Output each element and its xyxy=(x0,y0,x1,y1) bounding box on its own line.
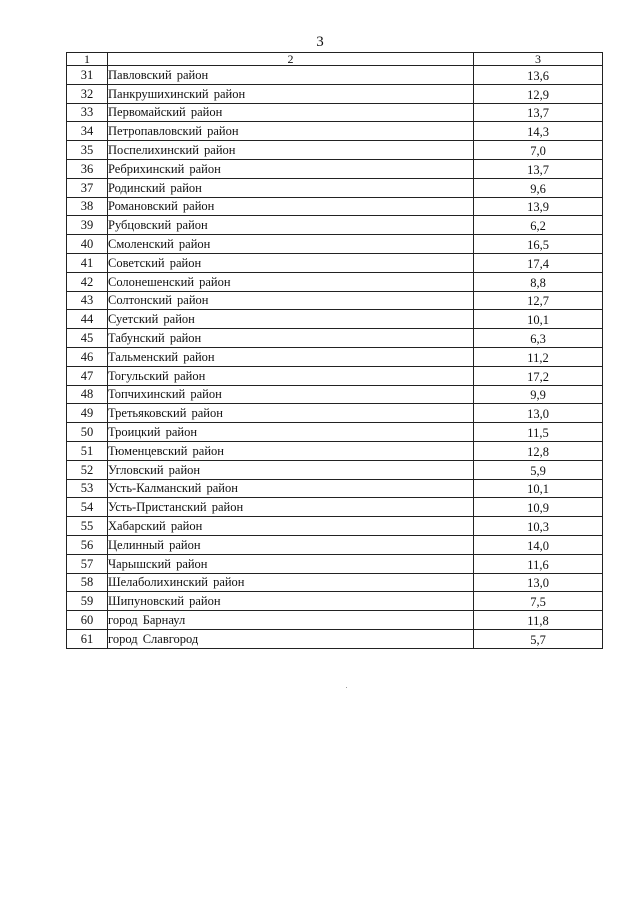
table-row xyxy=(67,235,603,254)
column-header-2: 2 xyxy=(108,53,474,66)
row-number: 57 xyxy=(67,554,108,573)
district-value: 6,3 xyxy=(474,329,603,348)
table-row xyxy=(67,573,603,592)
column-header-1: 1 xyxy=(67,53,108,66)
district-value: 10,3 xyxy=(474,517,603,536)
row-number: 48 xyxy=(67,385,108,404)
district-name: Суетский район xyxy=(108,310,474,329)
district-name: Павловский район xyxy=(108,66,474,85)
table-row xyxy=(67,272,603,291)
district-name: Третьяковский район xyxy=(108,404,474,423)
row-number: 45 xyxy=(67,329,108,348)
district-name: Поспелихинский район xyxy=(108,141,474,160)
district-value: 10,1 xyxy=(474,479,603,498)
district-name: Шипуновский район xyxy=(108,592,474,611)
district-name: Смоленский район xyxy=(108,235,474,254)
district-value: 11,2 xyxy=(474,347,603,366)
table-row xyxy=(67,253,603,272)
table-row xyxy=(67,404,603,423)
district-name: Угловский район xyxy=(108,460,474,479)
table-row xyxy=(67,535,603,554)
table-row xyxy=(67,460,603,479)
district-value: 12,9 xyxy=(474,84,603,103)
table-row xyxy=(67,423,603,442)
district-name: Панкрушихинский район xyxy=(108,84,474,103)
district-name: Тюменцевский район xyxy=(108,441,474,460)
district-name: Топчихинский район xyxy=(108,385,474,404)
district-name: Тогульский район xyxy=(108,366,474,385)
table-row xyxy=(67,216,603,235)
district-name: город Барнаул xyxy=(108,611,474,630)
header-row xyxy=(67,53,603,66)
district-name: Тальменский район xyxy=(108,347,474,366)
row-number: 53 xyxy=(67,479,108,498)
row-number: 43 xyxy=(67,291,108,310)
district-name: Шелаболихинский район xyxy=(108,573,474,592)
row-number: 39 xyxy=(67,216,108,235)
district-name: Петропавловский район xyxy=(108,122,474,141)
district-value: 5,9 xyxy=(474,460,603,479)
district-value: 13,9 xyxy=(474,197,603,216)
district-name: Табунский район xyxy=(108,329,474,348)
column-header-3: 3 xyxy=(474,53,603,66)
district-value: 17,2 xyxy=(474,366,603,385)
district-name: Советский район xyxy=(108,253,474,272)
district-name: Усть-Пристанский район xyxy=(108,498,474,517)
table-row xyxy=(67,178,603,197)
district-name: Романовский район xyxy=(108,197,474,216)
table-row xyxy=(67,103,603,122)
district-value: 9,6 xyxy=(474,178,603,197)
district-value: 7,0 xyxy=(474,141,603,160)
table-row xyxy=(67,347,603,366)
row-number: 36 xyxy=(67,159,108,178)
row-number: 52 xyxy=(67,460,108,479)
table-row xyxy=(67,84,603,103)
district-value: 11,6 xyxy=(474,554,603,573)
district-name: Чарышский район xyxy=(108,554,474,573)
table-row xyxy=(67,385,603,404)
district-value: 12,7 xyxy=(474,291,603,310)
row-number: 46 xyxy=(67,347,108,366)
scan-speck xyxy=(346,687,347,688)
district-value: 7,5 xyxy=(474,592,603,611)
row-number: 34 xyxy=(67,122,108,141)
district-value: 17,4 xyxy=(474,253,603,272)
row-number: 37 xyxy=(67,178,108,197)
row-number: 60 xyxy=(67,611,108,630)
row-number: 61 xyxy=(67,629,108,648)
district-name: Рубцовский район xyxy=(108,216,474,235)
district-name: Солонешенский район xyxy=(108,272,474,291)
table-header xyxy=(67,53,603,66)
district-value: 13,0 xyxy=(474,573,603,592)
district-value: 6,2 xyxy=(474,216,603,235)
row-number: 58 xyxy=(67,573,108,592)
row-number: 47 xyxy=(67,366,108,385)
table-row xyxy=(67,498,603,517)
row-number: 50 xyxy=(67,423,108,442)
district-value: 14,0 xyxy=(474,535,603,554)
table-row xyxy=(67,366,603,385)
table-row xyxy=(67,441,603,460)
district-name: Солтонский район xyxy=(108,291,474,310)
district-value: 13,6 xyxy=(474,66,603,85)
table-row xyxy=(67,291,603,310)
row-number: 38 xyxy=(67,197,108,216)
table-row xyxy=(67,329,603,348)
row-number: 49 xyxy=(67,404,108,423)
district-value: 12,8 xyxy=(474,441,603,460)
row-number: 55 xyxy=(67,517,108,536)
table-row xyxy=(67,479,603,498)
row-number: 35 xyxy=(67,141,108,160)
row-number: 42 xyxy=(67,272,108,291)
table-row xyxy=(67,611,603,630)
row-number: 44 xyxy=(67,310,108,329)
district-name: Троицкий район xyxy=(108,423,474,442)
row-number: 54 xyxy=(67,498,108,517)
district-value: 16,5 xyxy=(474,235,603,254)
table-row xyxy=(67,122,603,141)
district-value: 9,9 xyxy=(474,385,603,404)
district-name: Первомайский район xyxy=(108,103,474,122)
row-number: 51 xyxy=(67,441,108,460)
district-name: Хабарский район xyxy=(108,517,474,536)
table-row xyxy=(67,141,603,160)
district-value: 5,7 xyxy=(474,629,603,648)
district-value: 10,9 xyxy=(474,498,603,517)
district-value: 11,8 xyxy=(474,611,603,630)
table-row xyxy=(67,592,603,611)
district-value: 13,7 xyxy=(474,103,603,122)
district-name: город Славгород xyxy=(108,629,474,648)
page-number: 3 xyxy=(316,34,324,50)
row-number: 40 xyxy=(67,235,108,254)
district-value: 14,3 xyxy=(474,122,603,141)
district-value: 13,0 xyxy=(474,404,603,423)
table-row xyxy=(67,159,603,178)
table-row xyxy=(67,66,603,85)
row-number: 56 xyxy=(67,535,108,554)
district-value: 11,5 xyxy=(474,423,603,442)
table-body xyxy=(67,66,603,649)
district-name: Усть-Калманский район xyxy=(108,479,474,498)
district-name: Целинный район xyxy=(108,535,474,554)
table-row xyxy=(67,629,603,648)
district-value: 10,1 xyxy=(474,310,603,329)
table-row xyxy=(67,310,603,329)
row-number: 31 xyxy=(67,66,108,85)
table-row xyxy=(67,554,603,573)
district-name: Ребрихинский район xyxy=(108,159,474,178)
row-number: 41 xyxy=(67,253,108,272)
table-row xyxy=(67,517,603,536)
data-table xyxy=(66,52,603,649)
district-name: Родинский район xyxy=(108,178,474,197)
row-number: 59 xyxy=(67,592,108,611)
row-number: 32 xyxy=(67,84,108,103)
district-value: 13,7 xyxy=(474,159,603,178)
row-number: 33 xyxy=(67,103,108,122)
table-row xyxy=(67,197,603,216)
district-value: 8,8 xyxy=(474,272,603,291)
